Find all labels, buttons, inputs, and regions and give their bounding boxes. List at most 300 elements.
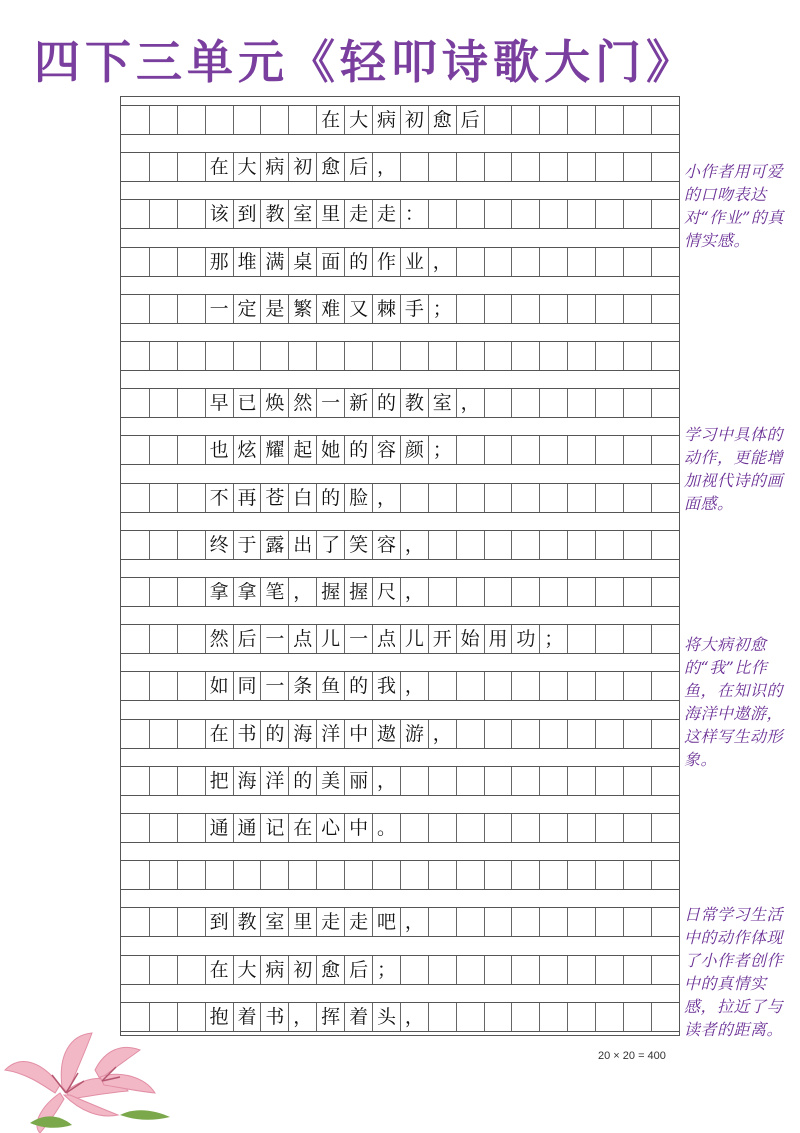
grid-cell xyxy=(567,531,595,559)
grid-cell xyxy=(539,908,567,936)
grid-cell xyxy=(149,578,177,606)
grid-cell xyxy=(456,672,484,700)
grid-cell xyxy=(149,200,177,228)
grid-cell xyxy=(651,436,679,464)
grid-cell xyxy=(177,861,205,889)
grid-cell xyxy=(651,1003,679,1031)
grid-cell: 满 xyxy=(260,248,288,276)
grid-cell xyxy=(456,436,484,464)
grid-cell xyxy=(511,908,539,936)
grid-cell xyxy=(121,484,149,512)
grid-cell xyxy=(484,720,512,748)
grid-cell xyxy=(484,861,512,889)
grid-cell xyxy=(623,956,651,984)
grid-cell xyxy=(595,248,623,276)
grid-cell xyxy=(539,531,567,559)
grid-cell xyxy=(567,625,595,653)
grid-cell xyxy=(233,342,261,370)
grid-cell: 业 xyxy=(400,248,428,276)
grid-cell: 室 xyxy=(288,200,316,228)
grid-cell xyxy=(511,767,539,795)
grid-cell xyxy=(651,106,679,134)
grid-cell: 焕 xyxy=(260,389,288,417)
poem-line-row xyxy=(121,577,679,607)
grid-cell: 用 xyxy=(484,625,512,653)
grid-cell xyxy=(567,342,595,370)
grid-cell xyxy=(539,389,567,417)
grid-cell xyxy=(149,484,177,512)
grid-cell: 定 xyxy=(233,295,261,323)
grid-cell xyxy=(595,1003,623,1031)
grid-cell xyxy=(121,625,149,653)
grid-cell xyxy=(511,1003,539,1031)
grid-cell xyxy=(456,342,484,370)
poem-line-row xyxy=(121,813,679,843)
grid-cell: 苍 xyxy=(260,484,288,512)
grid-cell: 棘 xyxy=(372,295,400,323)
grid-cell xyxy=(428,956,456,984)
grid-cell xyxy=(595,578,623,606)
grid-cell xyxy=(177,295,205,323)
poem-line-row xyxy=(121,247,679,277)
grid-cell xyxy=(121,720,149,748)
grid-cell: 于 xyxy=(233,531,261,559)
grid-cell: ， xyxy=(400,531,428,559)
grid-cell xyxy=(121,578,149,606)
poem-line-row xyxy=(121,671,679,701)
grid-cell xyxy=(456,720,484,748)
grid-cell: 愈 xyxy=(316,153,344,181)
grid-cell: 的 xyxy=(316,484,344,512)
grid-cell xyxy=(177,342,205,370)
grid-cell: 中 xyxy=(344,720,372,748)
grid-cell: 条 xyxy=(288,672,316,700)
annotation-4: 日常学习生活中的动作体现了小作者创作中的真情实感，拉近了与读者的距离。 xyxy=(684,905,784,1039)
grid-cell xyxy=(260,342,288,370)
grid-cell: 握 xyxy=(316,578,344,606)
grid-cell xyxy=(623,342,651,370)
grid-cell xyxy=(595,672,623,700)
grid-cell xyxy=(511,720,539,748)
grid-cell xyxy=(623,106,651,134)
grid-cell xyxy=(428,767,456,795)
grid-cell: 走 xyxy=(344,200,372,228)
grid-cell xyxy=(121,106,149,134)
grid-cell xyxy=(651,342,679,370)
grid-cell: 作 xyxy=(372,248,400,276)
grid-cell xyxy=(595,106,623,134)
grid-cell: 一 xyxy=(344,625,372,653)
grid-cell xyxy=(511,342,539,370)
grid-cell xyxy=(595,342,623,370)
grid-cell xyxy=(539,295,567,323)
grid-cell xyxy=(121,342,149,370)
grid-cell: 桌 xyxy=(288,248,316,276)
grid-cell: 点 xyxy=(288,625,316,653)
grid-cell xyxy=(316,342,344,370)
grid-cell xyxy=(400,342,428,370)
grid-cell xyxy=(651,578,679,606)
grid-cell: 愈 xyxy=(316,956,344,984)
grid-cell: 书 xyxy=(233,720,261,748)
grid-cell xyxy=(623,295,651,323)
grid-cell: 到 xyxy=(233,200,261,228)
grid-cell: 一 xyxy=(260,672,288,700)
grid-cell xyxy=(205,342,233,370)
grid-cell xyxy=(623,436,651,464)
grid-cell xyxy=(511,153,539,181)
grid-cell xyxy=(567,295,595,323)
grid-cell xyxy=(177,436,205,464)
grid-cell xyxy=(511,672,539,700)
grid-cell xyxy=(511,956,539,984)
grid-cell xyxy=(484,908,512,936)
grid-cell: 丽 xyxy=(344,767,372,795)
grid-cell: 一 xyxy=(205,295,233,323)
grid-cell: 如 xyxy=(205,672,233,700)
grid-cell: ， xyxy=(288,1003,316,1031)
poem-line-row xyxy=(121,435,679,465)
grid-cell xyxy=(484,767,512,795)
grid-cell: 头 xyxy=(372,1003,400,1031)
grid-cell xyxy=(456,295,484,323)
grid-cell xyxy=(288,861,316,889)
grid-cell: 海 xyxy=(288,720,316,748)
grid-cell xyxy=(177,1003,205,1031)
grid-cell: ； xyxy=(539,625,567,653)
grid-cell xyxy=(233,861,261,889)
grid-cell xyxy=(539,484,567,512)
grid-cell: 室 xyxy=(260,908,288,936)
grid-cell: 笑 xyxy=(344,531,372,559)
grid-cell xyxy=(177,106,205,134)
poem-line-row xyxy=(121,860,679,890)
grid-cell xyxy=(567,1003,595,1031)
grid-cell xyxy=(149,248,177,276)
grid-cell: 愈 xyxy=(428,106,456,134)
grid-cell: 在 xyxy=(205,956,233,984)
grid-cell xyxy=(121,814,149,842)
grid-cell xyxy=(623,484,651,512)
grid-cell xyxy=(567,720,595,748)
grid-cell xyxy=(456,814,484,842)
grid-cell: 手 xyxy=(400,295,428,323)
grid-cell: 一 xyxy=(260,625,288,653)
grid-cell xyxy=(177,956,205,984)
grid-cell: 大 xyxy=(344,106,372,134)
grid-cell xyxy=(121,200,149,228)
grid-cell xyxy=(149,531,177,559)
grid-cell xyxy=(121,436,149,464)
grid-cell: 在 xyxy=(316,106,344,134)
grid-cell: 再 xyxy=(233,484,261,512)
grid-cell xyxy=(484,106,512,134)
grid-cell: 美 xyxy=(316,767,344,795)
grid-cell: 游 xyxy=(400,720,428,748)
grid-cell: 终 xyxy=(205,531,233,559)
grid-cell: 抱 xyxy=(205,1003,233,1031)
grid-cell xyxy=(484,342,512,370)
grid-cell xyxy=(121,295,149,323)
grid-cell xyxy=(149,342,177,370)
grid-cell xyxy=(288,342,316,370)
grid-cell xyxy=(511,200,539,228)
grid-cell xyxy=(456,578,484,606)
grid-cell xyxy=(456,767,484,795)
grid-cell: 走 xyxy=(316,908,344,936)
grid-cell: ， xyxy=(400,908,428,936)
grid-cell: 早 xyxy=(205,389,233,417)
grid-cell: ， xyxy=(372,484,400,512)
grid-cell: 后 xyxy=(233,625,261,653)
grid-cell: 那 xyxy=(205,248,233,276)
grid-cell xyxy=(623,908,651,936)
grid-cell xyxy=(149,956,177,984)
grid-cell xyxy=(149,814,177,842)
grid-cell xyxy=(623,531,651,559)
grid-cell xyxy=(149,295,177,323)
grid-cell xyxy=(651,672,679,700)
grid-cell: 的 xyxy=(260,720,288,748)
grid-cell xyxy=(484,531,512,559)
grid-cell xyxy=(428,531,456,559)
grid-cell: ， xyxy=(428,248,456,276)
grid-cell xyxy=(177,578,205,606)
annotation-3: 将大病初愈的“我”比作鱼，在知识的海洋中遨游，这样写生动形象。 xyxy=(684,635,784,769)
grid-cell xyxy=(177,672,205,700)
grid-cell xyxy=(456,1003,484,1031)
poem-title-row xyxy=(121,105,679,135)
grid-cell xyxy=(121,908,149,936)
grid-cell xyxy=(428,484,456,512)
grid-cell xyxy=(233,106,261,134)
grid-cell: 了 xyxy=(316,531,344,559)
grid-cell xyxy=(149,625,177,653)
poem-line-row xyxy=(121,907,679,937)
grid-cell xyxy=(288,106,316,134)
grid-cell xyxy=(177,531,205,559)
grid-cell: 走 xyxy=(372,200,400,228)
grid-cell: ， xyxy=(372,767,400,795)
grid-cell: 她 xyxy=(316,436,344,464)
grid-cell: 初 xyxy=(400,106,428,134)
grid-cell xyxy=(121,248,149,276)
grid-cell xyxy=(651,295,679,323)
grid-cell: 病 xyxy=(372,106,400,134)
grid-cell xyxy=(428,1003,456,1031)
grid-cell xyxy=(400,861,428,889)
grid-cell: 已 xyxy=(233,389,261,417)
grid-cell xyxy=(428,814,456,842)
grid-cell xyxy=(623,814,651,842)
grid-cell xyxy=(623,672,651,700)
grid-cell xyxy=(400,814,428,842)
grid-cell: ； xyxy=(372,956,400,984)
grid-cell xyxy=(177,625,205,653)
grid-paper xyxy=(120,96,680,1036)
grid-cell: 露 xyxy=(260,531,288,559)
grid-cell xyxy=(428,153,456,181)
grid-cell: ； xyxy=(428,436,456,464)
grid-cell xyxy=(595,436,623,464)
grid-cell: 把 xyxy=(205,767,233,795)
grid-cell: 该 xyxy=(205,200,233,228)
grid-cell xyxy=(567,861,595,889)
grid-cell xyxy=(539,153,567,181)
grid-cell: 儿 xyxy=(316,625,344,653)
grid-cell: 的 xyxy=(288,767,316,795)
grid-cell xyxy=(177,814,205,842)
grid-cell xyxy=(567,578,595,606)
grid-cell: 握 xyxy=(344,578,372,606)
grid-cell xyxy=(121,531,149,559)
poem-line-row xyxy=(121,388,679,418)
grid-cell: 不 xyxy=(205,484,233,512)
grid-cell xyxy=(149,908,177,936)
poem-line-row xyxy=(121,530,679,560)
grid-cell xyxy=(344,861,372,889)
grid-cell: 初 xyxy=(288,153,316,181)
grid-cell xyxy=(511,578,539,606)
grid-cell xyxy=(456,531,484,559)
grid-cell xyxy=(484,956,512,984)
grid-cell xyxy=(539,578,567,606)
grid-cell: 心 xyxy=(316,814,344,842)
grid-cell xyxy=(595,861,623,889)
grid-cell xyxy=(539,106,567,134)
grid-cell: 的 xyxy=(372,389,400,417)
grid-cell xyxy=(511,814,539,842)
grid-cell xyxy=(595,484,623,512)
grid-cell xyxy=(539,956,567,984)
grid-cell xyxy=(372,861,400,889)
grid-cell xyxy=(651,484,679,512)
grid-cell: 又 xyxy=(344,295,372,323)
grid-cell: 起 xyxy=(288,436,316,464)
grid-cell xyxy=(177,389,205,417)
grid-cell xyxy=(651,200,679,228)
grid-cell xyxy=(539,672,567,700)
grid-cell: 初 xyxy=(288,956,316,984)
grid-cell xyxy=(651,861,679,889)
grid-cell xyxy=(539,861,567,889)
grid-cell xyxy=(539,1003,567,1031)
grid-cell: 耀 xyxy=(260,436,288,464)
grid-cell xyxy=(595,389,623,417)
grid-cell xyxy=(623,578,651,606)
grid-cell xyxy=(149,861,177,889)
grid-cell: ： xyxy=(400,200,428,228)
grid-cell: 我 xyxy=(372,672,400,700)
grid-cell: 教 xyxy=(233,908,261,936)
poem-line-row xyxy=(121,152,679,182)
grid-cell xyxy=(623,767,651,795)
grid-cell: 洋 xyxy=(316,720,344,748)
grid-cell: 记 xyxy=(260,814,288,842)
grid-cell: 大 xyxy=(233,956,261,984)
grid-cell xyxy=(149,436,177,464)
poem-line-row xyxy=(121,341,679,371)
grid-cell xyxy=(372,342,400,370)
grid-cell: 走 xyxy=(344,908,372,936)
grid-cell xyxy=(456,908,484,936)
grid-cell: ； xyxy=(428,295,456,323)
poem-line-row xyxy=(121,624,679,654)
grid-cell xyxy=(595,908,623,936)
grid-cell xyxy=(567,814,595,842)
grid-cell: 病 xyxy=(260,956,288,984)
grid-cell: 容 xyxy=(372,436,400,464)
grid-cell xyxy=(623,200,651,228)
grid-cell xyxy=(567,956,595,984)
grid-cell: ， xyxy=(456,389,484,417)
grid-cell xyxy=(484,578,512,606)
grid-cell xyxy=(484,484,512,512)
annotation-1: 小作者用可爱的口吻表达对“作业”的真情实感。 xyxy=(684,162,784,250)
grid-cell: 拿 xyxy=(233,578,261,606)
grid-cell xyxy=(567,389,595,417)
grid-cell: 功 xyxy=(511,625,539,653)
grid-cell xyxy=(595,625,623,653)
grid-cell xyxy=(539,200,567,228)
grid-cell: 在 xyxy=(205,153,233,181)
grid-cell xyxy=(567,248,595,276)
grid-cell xyxy=(400,153,428,181)
grid-cell xyxy=(567,106,595,134)
grid-cell: 室 xyxy=(428,389,456,417)
grid-cell: 也 xyxy=(205,436,233,464)
grid-cell xyxy=(539,720,567,748)
grid-cell xyxy=(567,672,595,700)
grid-cell: 。 xyxy=(372,814,400,842)
grid-cell xyxy=(121,861,149,889)
grid-cell xyxy=(595,720,623,748)
grid-cell xyxy=(484,1003,512,1031)
grid-cell: ， xyxy=(400,1003,428,1031)
grid-cell xyxy=(651,767,679,795)
grid-cell: 同 xyxy=(233,672,261,700)
grid-cell: 着 xyxy=(233,1003,261,1031)
grid-cell: 后 xyxy=(456,106,484,134)
grid-cell xyxy=(623,153,651,181)
grid-cell xyxy=(484,672,512,700)
grid-cell xyxy=(623,389,651,417)
grid-cell: 堆 xyxy=(233,248,261,276)
poem-line-row xyxy=(121,199,679,229)
grid-cell: 吧 xyxy=(372,908,400,936)
grid-cell xyxy=(177,200,205,228)
poem-line-row xyxy=(121,1002,679,1032)
grid-cell xyxy=(456,861,484,889)
grid-cell xyxy=(511,248,539,276)
grid-cell xyxy=(205,861,233,889)
grid-cell: 教 xyxy=(400,389,428,417)
grid-cell xyxy=(484,436,512,464)
poem-line-row xyxy=(121,955,679,985)
grid-cell xyxy=(651,956,679,984)
grid-cell: 在 xyxy=(288,814,316,842)
grid-cell: 儿 xyxy=(400,625,428,653)
grid-cell xyxy=(428,200,456,228)
grid-cell xyxy=(539,814,567,842)
grid-cell: 中 xyxy=(344,814,372,842)
grid-cell xyxy=(177,248,205,276)
grid-cell xyxy=(623,861,651,889)
grid-cell xyxy=(651,814,679,842)
lily-flower-decoration xyxy=(0,1015,175,1133)
grid-cell xyxy=(484,295,512,323)
grid-cell: 难 xyxy=(316,295,344,323)
